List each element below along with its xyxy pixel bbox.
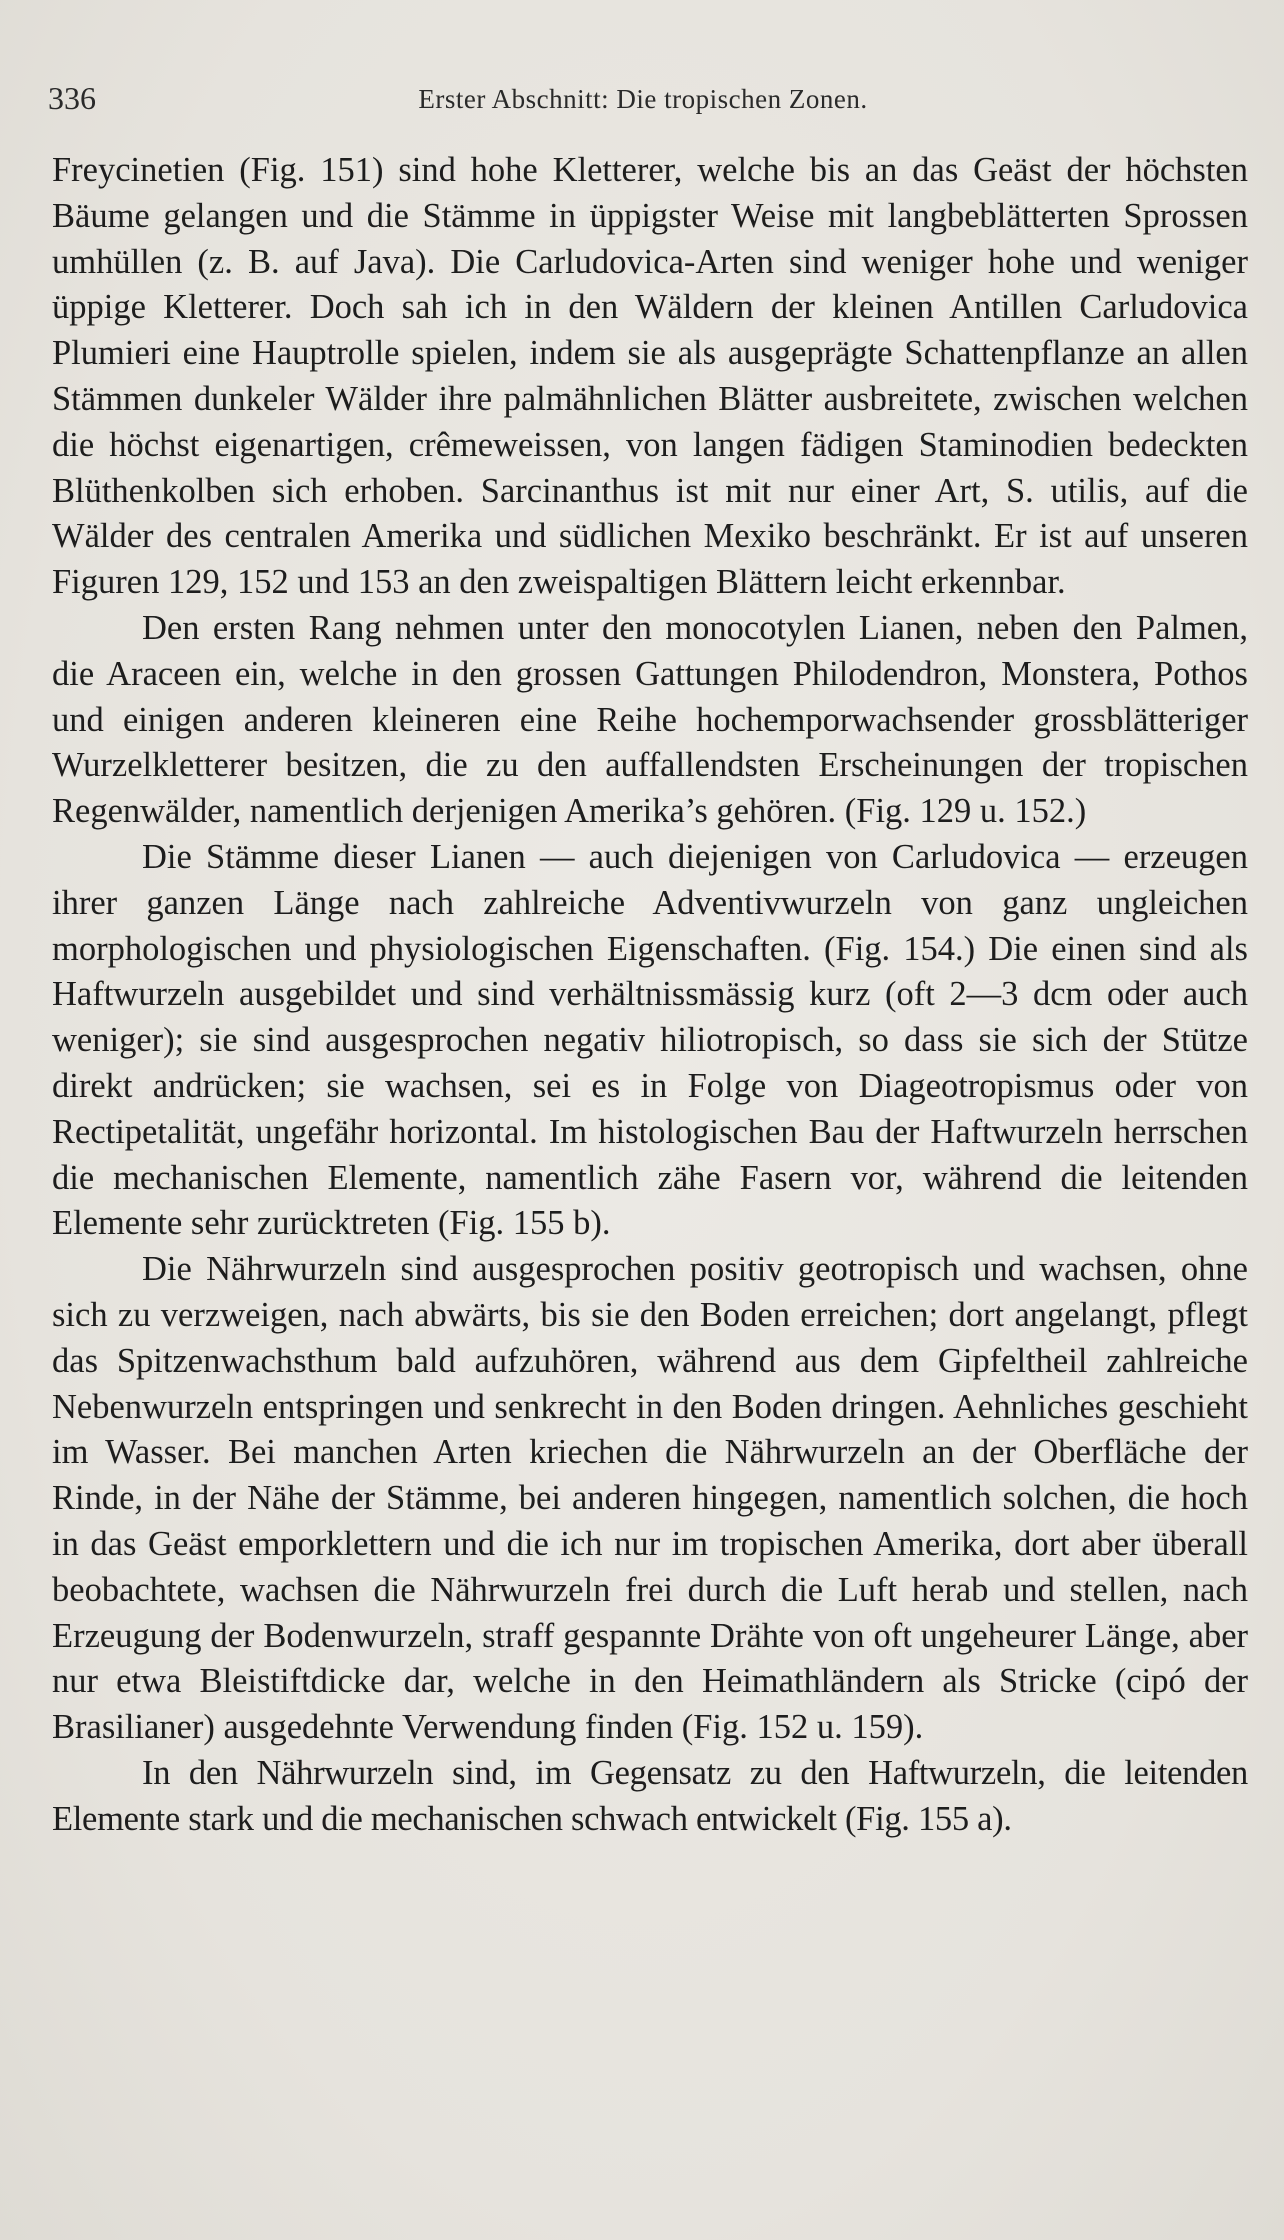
running-title: Erster Abschnitt: Die tropischen Zonen. <box>418 84 868 114</box>
paragraph-naehrwurzeln: Die Nährwurzeln sind ausgesprochen positiv geotropisch und wachsen, ohne sich zu verzweigen, nach abwärts, bis sie den Boden erreichen; dort angelangt, pflegt das Spitzenwachsthum bald aufzuhören, während aus dem Gipfeltheil zahlreiche Nebenwurzeln entspringen und senkrecht in den Boden dringen. Aehnliches geschieht im Wasser. Bei manchen Arten kriechen die Nährwurzeln an der Oberfläche der Rinde, in der Nähe der Stämme, bei anderen hingegen, namentlich solchen, die hoch in das Geäst emporklettern und die ich nur im tropischen Amerika, dort aber überall beobachtete, wachsen die Nährwurzeln frei durch die Luft herab und stellen, nach Erzeugung der Bodenwurzeln, straff gespannte Drähte von oft ungeheurer Länge, aber nur etwa Bleistiftdicke dar, welche in den Heimathländern als Stricke (cipó der Brasilianer) ausgedehnte Verwendung finden (Fig. 152 u. 159). <box>52 1250 1248 1747</box>
paragraph-gegensatz: In den Nährwurzeln sind, im Gegensatz zu den Haftwurzeln, die leitenden Elemente stark und die mechanischen schwach entwickelt (Fig. 155 a). <box>52 1753 1248 1838</box>
paragraph-freycinetien: Freycinetien (Fig. 151) sind hohe Kletterer, welche bis an das Geäst der höchsten Bäume gelangen und die Stämme in üppigster Weise mit langbeblätterten Sprossen umhüllen (z. B. auf Java). Die Carludovica-Arten sind weniger hohe und weniger üppige Kletterer. Doch sah ich in den Wäldern der kleinen Antillen Carludovica Plumieri eine Hauptrolle spielen, indem sie als ausgeprägte Schattenpflanze an allen Stämmen dunkeler Wälder ihre palmähnlichen Blätter ausbreitete, zwischen welchen die höchst eigenartigen, crêmeweissen, von langen fädigen Staminodien bedeckten Blüthenkolben sich erhoben. Sarcinanthus ist mit nur einer Art, S. utilis, auf die Wälder des centralen Amerika und südlichen Mexiko beschränkt. Er ist auf unseren Figuren 129, 152 und 153 an den zweispaltigen Blättern leicht erkennbar. <box>52 151 1248 602</box>
body-text <box>52 148 1248 1842</box>
page-number: 336 <box>48 80 96 116</box>
running-head <box>48 80 1238 120</box>
paragraph-adventivwurzeln: Die Stämme dieser Lianen — auch diejenigen von Carludovica — erzeugen ihrer ganzen Länge nach zahlreiche Adventivwurzeln von ganz ungleichen morphologischen und physiologischen Eigenschaften. (Fig. 154.) Die einen sind als Haftwurzeln ausgebildet und sind verhältnissmässig kurz (oft 2—3 dcm oder auch weniger); sie sind ausgesprochen negativ hiliotropisch, so dass sie sich der Stütze direkt andrücken; sie wachsen, sei es in Folge von Diageotropismus oder von Rectipetalität, ungefähr horizontal. Im histologischen Bau der Haftwurzeln herrschen die mechanischen Elemente, namentlich zähe Fasern vor, während die leitenden Elemente sehr zurücktreten (Fig. 155 b). <box>52 837 1248 1243</box>
paragraph-araceen: Den ersten Rang nehmen unter den monocotylen Lianen, neben den Palmen, die Araceen ein, welche in den grossen Gattungen Philodendron, Monstera, Pothos und einigen anderen kleineren eine Reihe hochemporwachsender grossblätteriger Wurzelkletterer besitzen, die zu den auffallendsten Erscheinungen der tropischen Regenwälder, namentlich derjenigen Amerika’s gehören. (Fig. 129 u. 152.) <box>52 608 1248 831</box>
